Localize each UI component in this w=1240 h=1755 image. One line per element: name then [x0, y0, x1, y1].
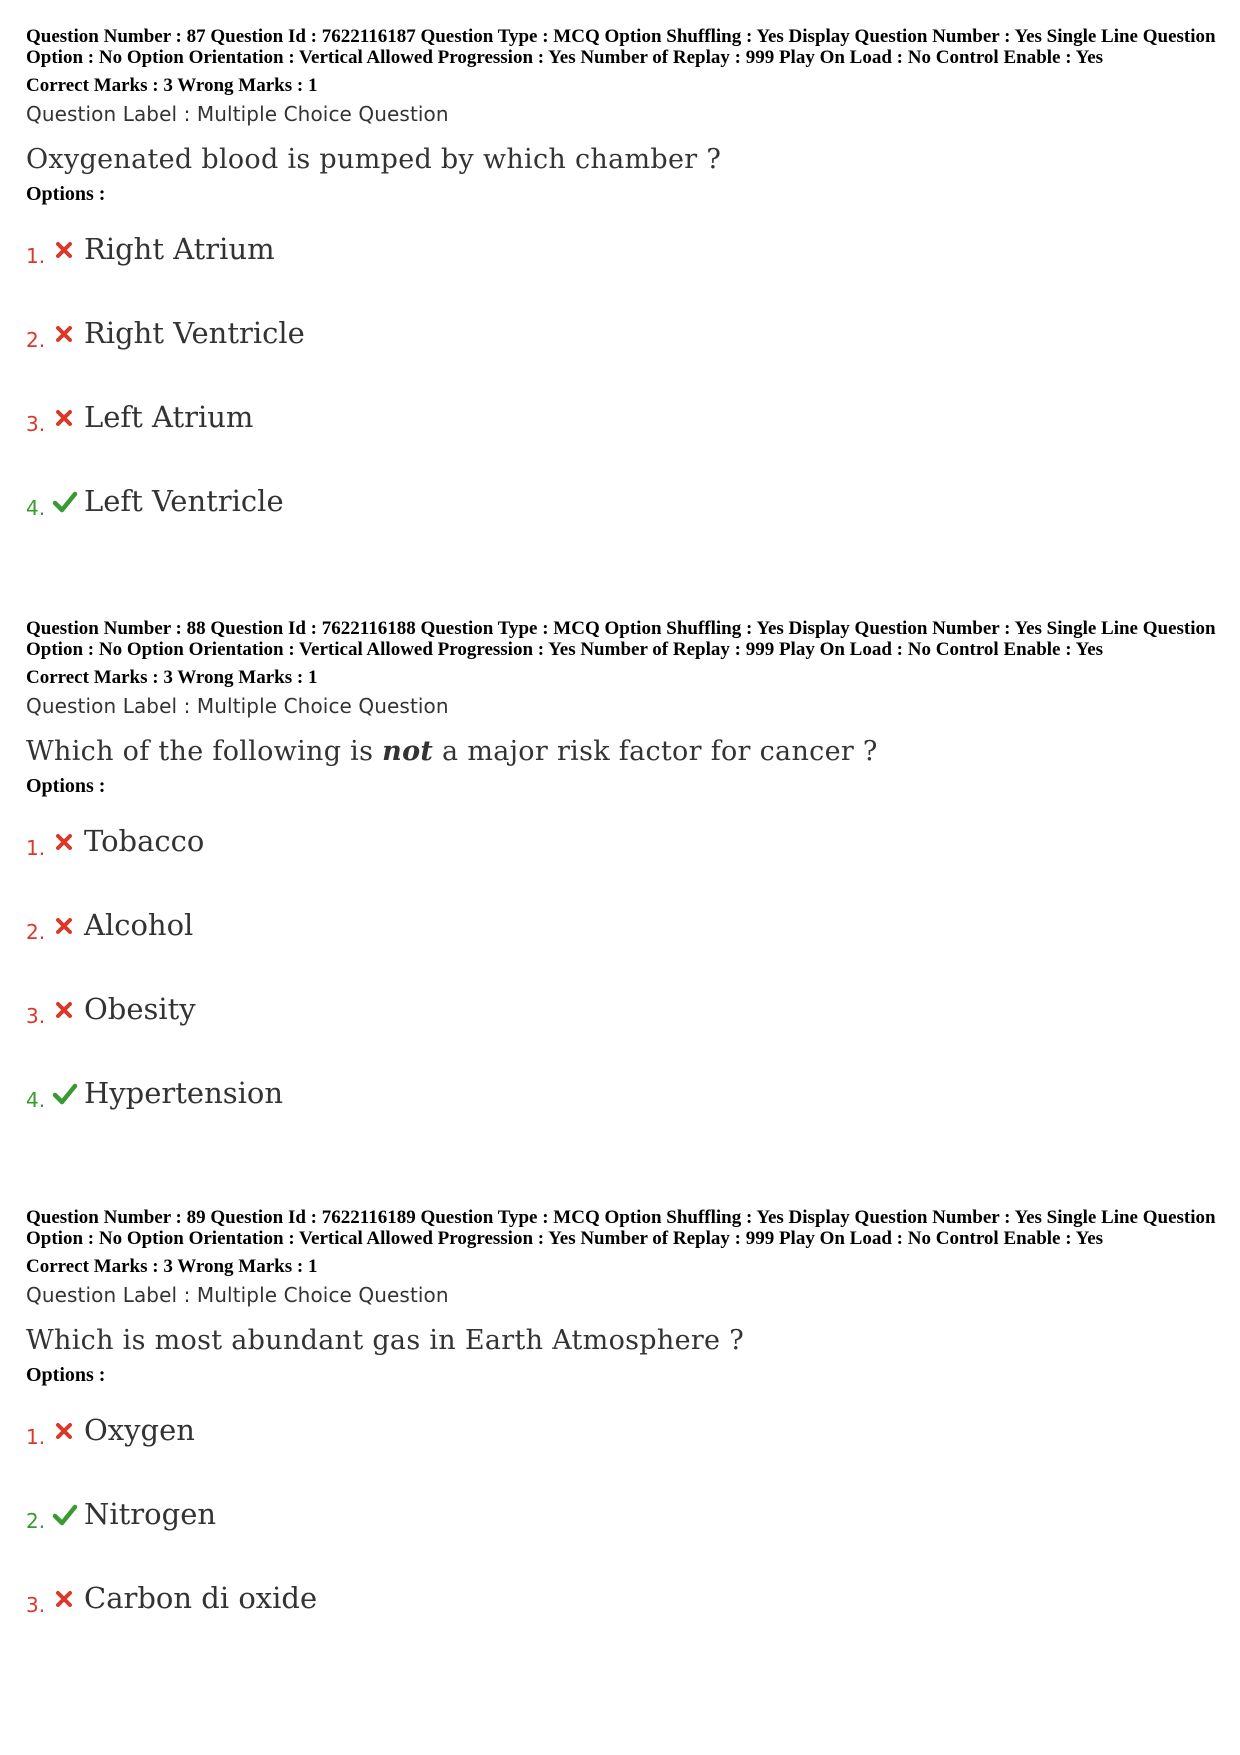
options-label: Options : [26, 775, 106, 797]
option-number: 2. [26, 328, 46, 352]
option-text: Alcohol [84, 908, 194, 942]
options-label: Options : [26, 183, 106, 205]
option-text: Tobacco [84, 824, 205, 858]
option-text: Hypertension [84, 1076, 284, 1110]
correct-check-icon [52, 1082, 82, 1106]
question-label: Question Label : Multiple Choice Question [26, 1283, 449, 1307]
question-marks: Correct Marks : 3 Wrong Marks : 1 [26, 667, 318, 688]
question-marks: Correct Marks : 3 Wrong Marks : 1 [26, 75, 318, 96]
question-label: Question Label : Multiple Choice Question [26, 102, 449, 126]
option-item[interactable] [26, 1449, 1226, 1533]
question-text [26, 1325, 1226, 1356]
option-item[interactable] [26, 1533, 1226, 1617]
question-text [26, 736, 1226, 767]
option-number: 4. [26, 1088, 46, 1112]
option-number: 3. [26, 1004, 46, 1028]
wrong-cross-icon [52, 830, 82, 854]
option-list [26, 808, 1226, 1112]
option-item[interactable] [26, 808, 1226, 860]
question-block-89 [26, 1207, 1226, 1617]
question-text-part: Which is most abundant gas in Earth Atmosphere ? [26, 1325, 744, 1356]
option-item[interactable] [26, 352, 1226, 436]
option-number: 4. [26, 496, 46, 520]
question-text [26, 144, 1226, 175]
option-number: 3. [26, 412, 46, 436]
wrong-cross-icon [52, 1419, 82, 1443]
option-list [26, 1397, 1226, 1617]
question-text-part: a major risk factor for cancer ? [433, 736, 878, 767]
correct-check-icon [52, 1503, 82, 1527]
option-list [26, 216, 1226, 520]
wrong-cross-icon [52, 406, 82, 430]
wrong-cross-icon [52, 1587, 82, 1611]
option-item[interactable] [26, 216, 1226, 268]
question-label: Question Label : Multiple Choice Question [26, 694, 449, 718]
option-text: Right Atrium [84, 232, 275, 266]
question-marks: Correct Marks : 3 Wrong Marks : 1 [26, 1256, 318, 1277]
option-item[interactable] [26, 436, 1226, 520]
option-item[interactable] [26, 860, 1226, 944]
option-number: 2. [26, 1509, 46, 1533]
option-number: 1. [26, 836, 46, 860]
question-text-part: Oxygenated blood is pumped by which chamber ? [26, 144, 722, 175]
wrong-cross-icon [52, 322, 82, 346]
option-text: Carbon di oxide [84, 1581, 318, 1615]
question-block-88 [26, 618, 1226, 1112]
option-text: Left Ventricle [84, 484, 284, 518]
correct-check-icon [52, 490, 82, 514]
option-number: 1. [26, 1425, 46, 1449]
question-text-emphasis: not [382, 736, 434, 767]
option-item[interactable] [26, 1397, 1226, 1449]
option-text: Nitrogen [84, 1497, 217, 1531]
question-meta: Question Number : 87 Question Id : 7622116187 Question Type : MCQ Option Shuffling : Yes Display Question Number : Yes Single Line Question Option : No Option Orientation : Vertical Allowed Progression : Yes Number of Replay : 999 Play On Load : No Control Enable : Yes [26, 26, 1216, 68]
question-block-87 [26, 26, 1226, 520]
wrong-cross-icon [52, 914, 82, 938]
question-meta: Question Number : 88 Question Id : 7622116188 Question Type : MCQ Option Shuffling : Yes Display Question Number : Yes Single Line Question Option : No Option Orientation : Vertical Allowed Progression : Yes Number of Replay : 999 Play On Load : No Control Enable : Yes [26, 618, 1216, 660]
wrong-cross-icon [52, 238, 82, 262]
question-meta: Question Number : 89 Question Id : 7622116189 Question Type : MCQ Option Shuffling : Yes Display Question Number : Yes Single Line Question Option : No Option Orientation : Vertical Allowed Progression : Yes Number of Replay : 999 Play On Load : No Control Enable : Yes [26, 1207, 1216, 1249]
option-number: 3. [26, 1593, 46, 1617]
option-item[interactable] [26, 268, 1226, 352]
option-text: Oxygen [84, 1413, 195, 1447]
option-text: Left Atrium [84, 400, 254, 434]
question-text-part: Which of the following is [26, 736, 383, 767]
option-number: 2. [26, 920, 46, 944]
option-text: Obesity [84, 992, 196, 1026]
wrong-cross-icon [52, 998, 82, 1022]
option-item[interactable] [26, 944, 1226, 1028]
option-item[interactable] [26, 1028, 1226, 1112]
option-text: Right Ventricle [84, 316, 305, 350]
options-label: Options : [26, 1364, 106, 1386]
option-number: 1. [26, 244, 46, 268]
